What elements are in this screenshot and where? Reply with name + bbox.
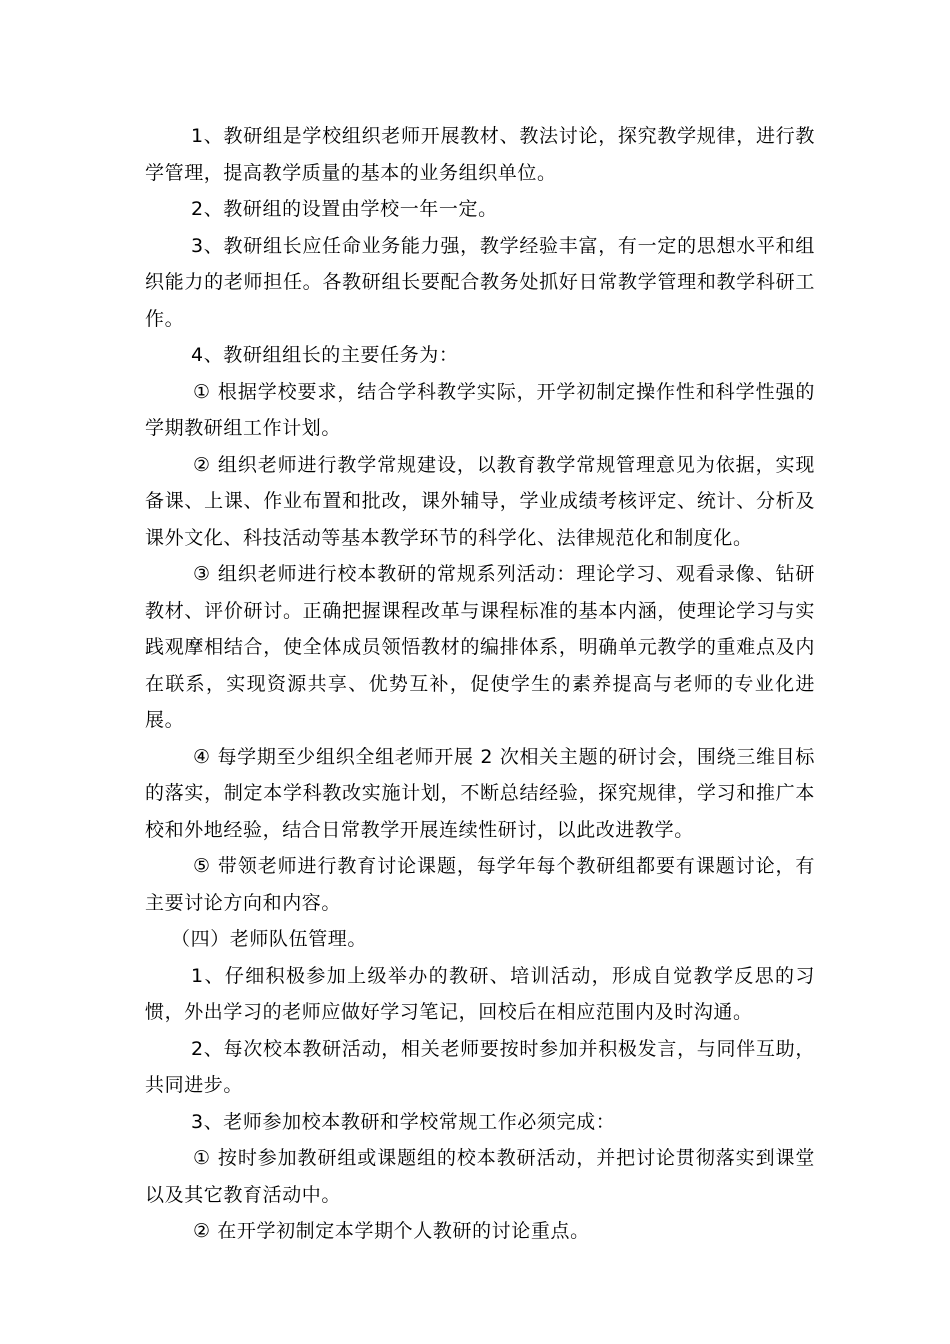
list-item-1: ① 根据学校要求，结合学科教学实际，开学初制定操作性和科学性强的学期教研组工作计划。	[145, 380, 815, 439]
paragraph-4: 4、教研组组长的主要任务为：	[191, 344, 459, 366]
section-heading: （四）老师队伍管理。	[171, 928, 368, 950]
paragraph-7: 3、老师参加校本教研和学校常规工作必须完成：	[191, 1110, 616, 1133]
paragraph-6: 2、每次校本教研活动，相关老师要按时参加并积极发言，与同伴互助，共同进步。	[145, 1037, 815, 1096]
list-item-6: ① 按时参加教研组或课题组的校本教研活动，并把讨论贯彻落实到课堂以及其它教育活动中。	[145, 1147, 815, 1206]
list-item-3: ③ 组织老师进行校本教研的常规系列活动：理论学习、观看录像、钻研教材、评价研讨。正确把握课程改革与课程标准的基本内涵，使理论学习与实践观摩相结合，使全体成员领悟教材的编排体系，明确单元教学的重难点及内在联系，实现资源共享、优势互补，促使学生的素养提高与老师的专业化进展。	[145, 563, 815, 731]
paragraph-2: 2、教研组的设置由学校一年一定。	[191, 198, 498, 220]
list-item-5: ⑤ 带领老师进行教育讨论课题，每学年每个教研组都要有课题讨论，有主要讨论方向和内容。	[145, 855, 815, 914]
list-item-7: ② 在开学初制定本学期个人教研的讨论重点。	[193, 1220, 590, 1242]
paragraph-5: 1、仔细积极参加上级举办的教研、培训活动，形成自觉教学反思的习惯，外出学习的老师应做好学习笔记，回校后在相应范围内及时沟通。	[145, 964, 815, 1023]
list-item-4: ④ 每学期至少组织全组老师开展 2 次相关主题的研讨会，围绕三维目标的落实，制定本学科教改实施计划，不断总结经验，探究规律，学习和推广本校和外地经验，结合日常教学开展连续性研讨，以此改进教学。	[145, 745, 815, 841]
paragraph-1: 1、教研组是学校组织老师开展教材、教法讨论，探究教学规律，进行教学管理，提高教学质量的基本的业务组织单位。	[145, 125, 815, 184]
paragraph-3: 3、教研组长应任命业务能力强，教学经验丰富，有一定的思想水平和组织能力的老师担任。各教研组长要配合教务处抓好日常教学管理和教学科研工作。	[145, 234, 815, 330]
list-item-2: ② 组织老师进行教学常规建设，以教育教学常规管理意见为依据，实现备课、上课、作业布置和批改，课外辅导，学业成绩考核评定、统计、分析及课外文化、科技活动等基本教学环节的科学化、法律规范化和制度化。	[145, 453, 815, 549]
document-body	[145, 118, 815, 1250]
